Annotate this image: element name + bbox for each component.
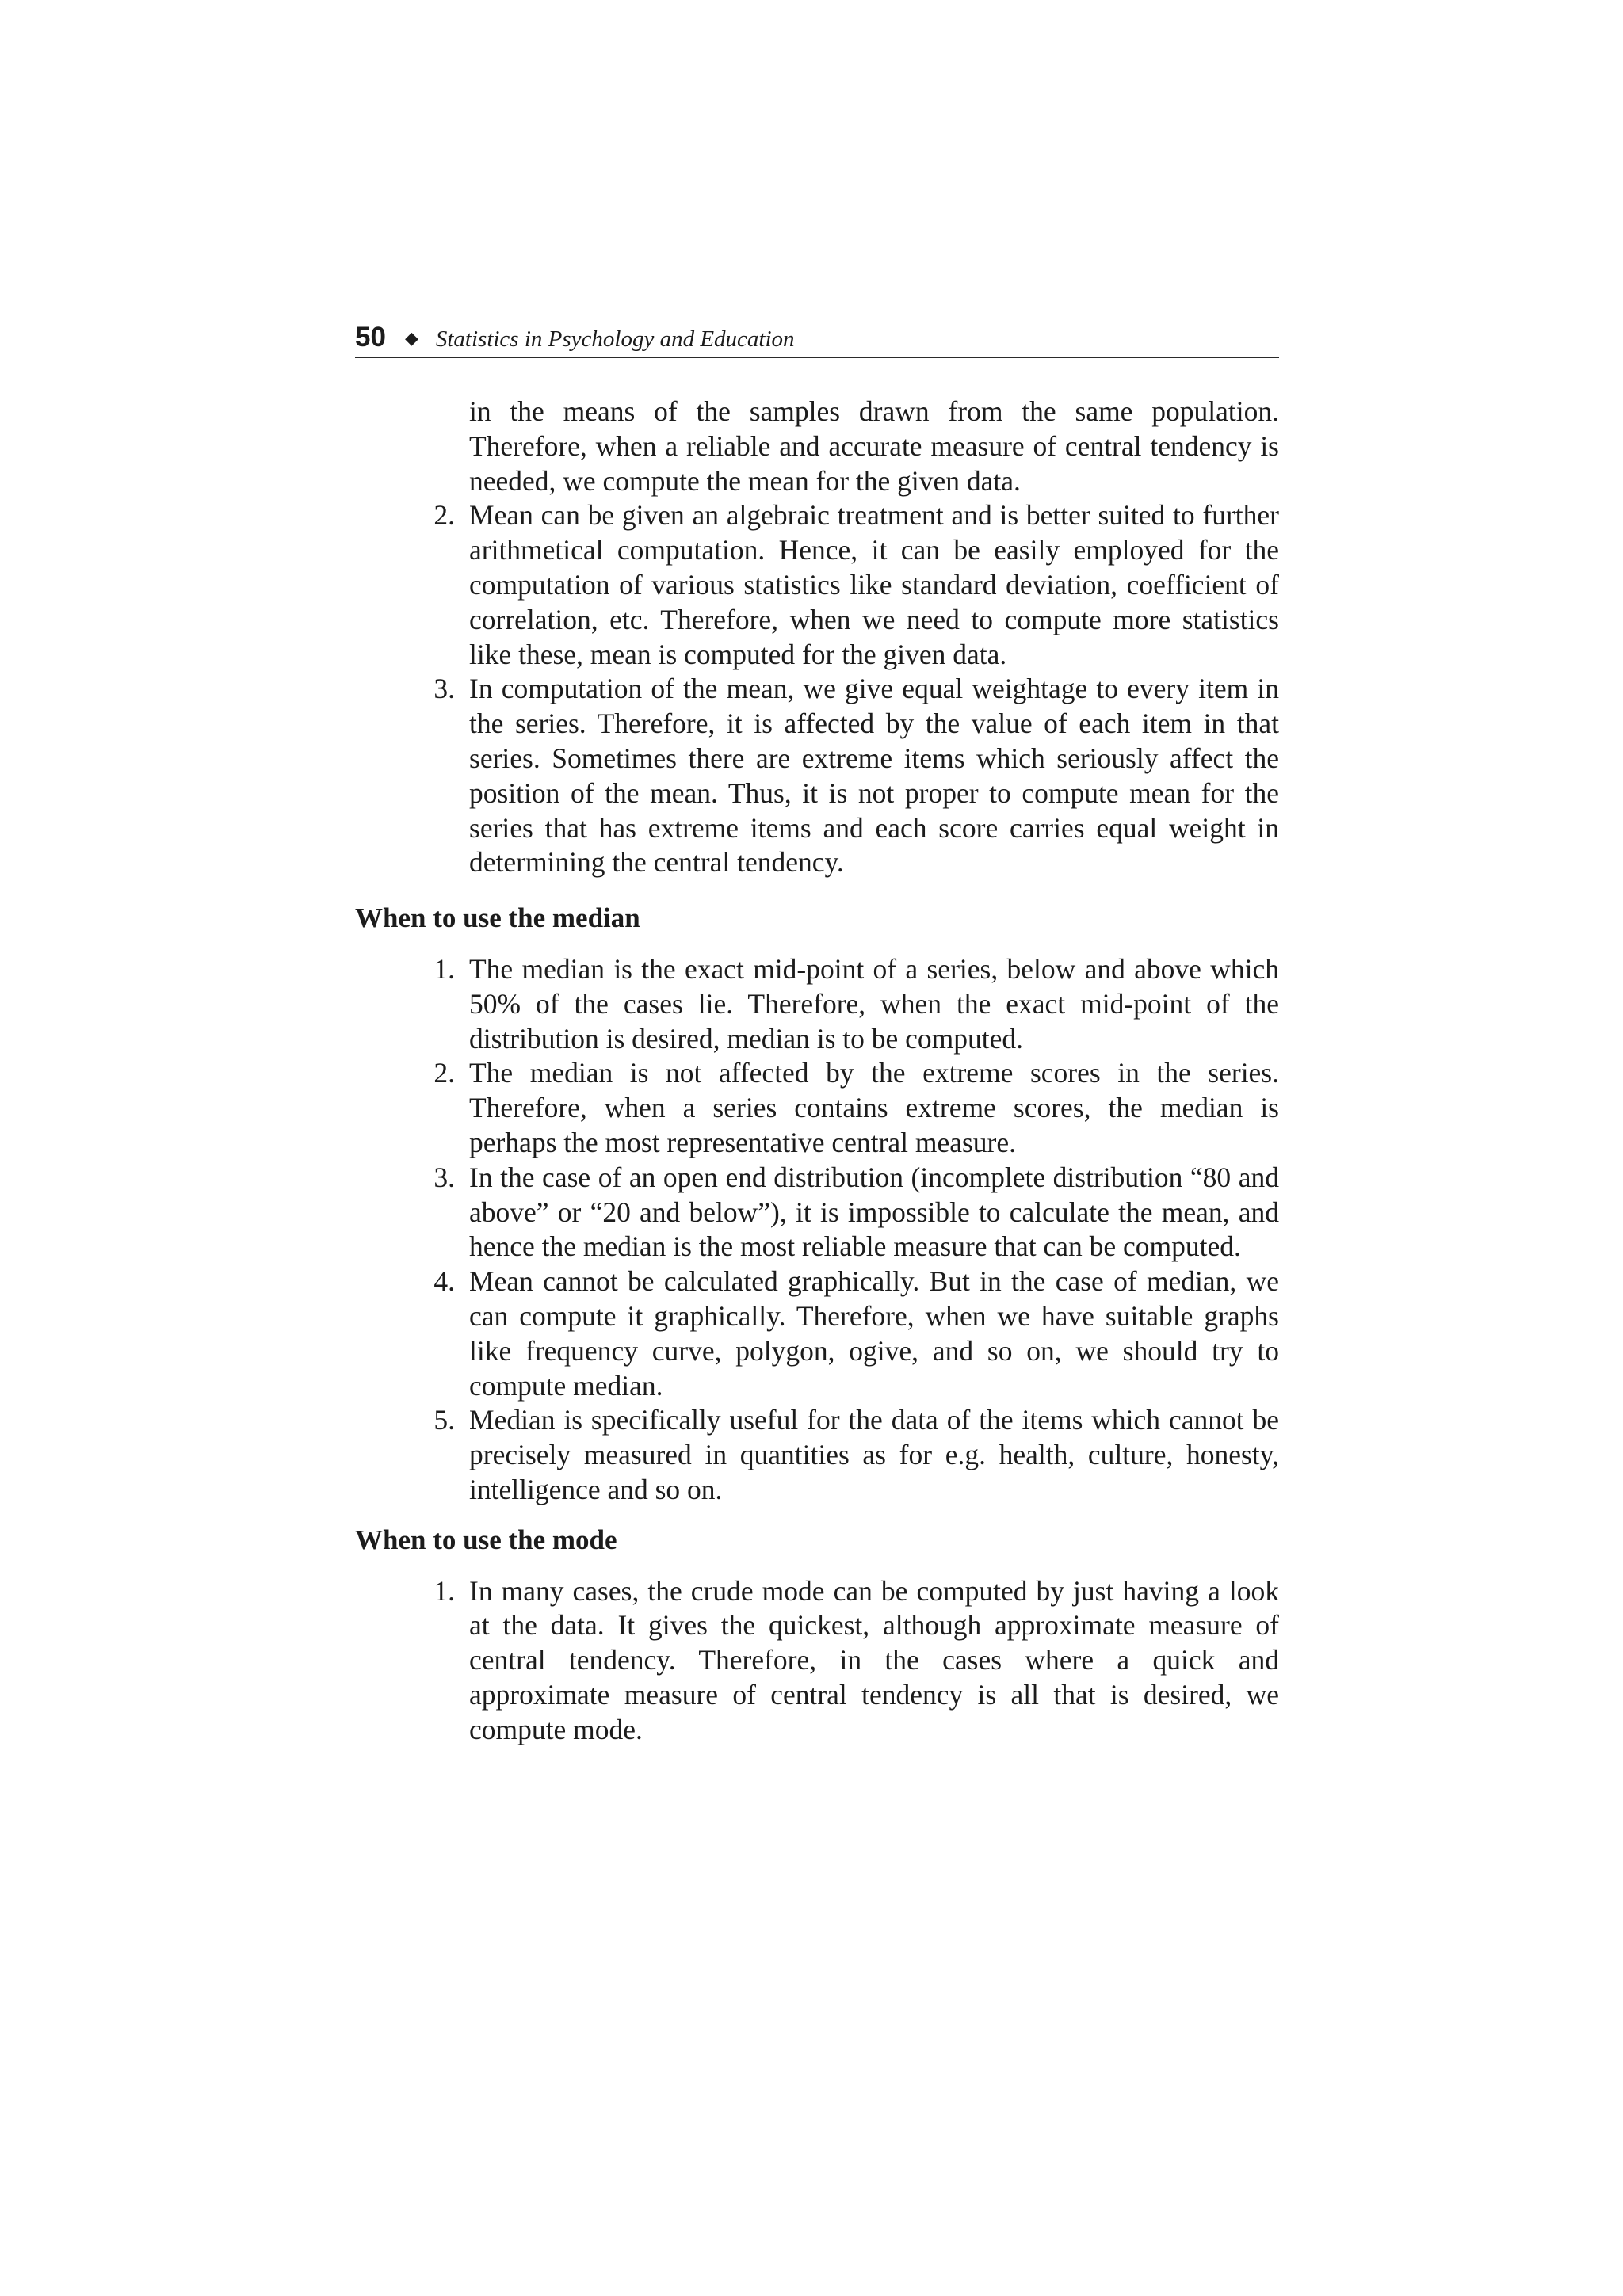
list-item bbox=[355, 672, 1279, 880]
item-text: The median is not affected by the extreme scores in the series. Therefore, when a series contains extreme scores, the median is perhaps the most representative central measure. bbox=[469, 1057, 1279, 1158]
item-number: 3. bbox=[433, 673, 455, 705]
list-item bbox=[355, 1403, 1279, 1507]
list-item bbox=[355, 498, 1279, 672]
item-number: 1. bbox=[433, 952, 455, 985]
item-text: In many cases, the crude mode can be computed by just having a look at the data. It gives the quickest, although approximate measure of central tendency. Therefore, in the cases where a quick and approximate measure of central tendency is all that is desired, we compute mode. bbox=[469, 1574, 1279, 1745]
list-item bbox=[355, 1264, 1279, 1403]
item-text: In the case of an open end distribution (incomplete distribution “80 and above” or “20 and below”), it is impossible to calculate the mean, and hence the median is the most reliable measure that can be computed. bbox=[469, 1161, 1279, 1263]
list-item bbox=[355, 952, 1279, 1056]
continued-paragraph: in the means of the samples drawn from the same population. Therefore, when a reliable and accurate measure of central tendency is needed, we compute the mean for the given data. bbox=[469, 395, 1279, 497]
mean-list bbox=[355, 498, 1279, 880]
list-item bbox=[355, 1056, 1279, 1160]
median-list bbox=[355, 952, 1279, 1508]
list-item bbox=[355, 1161, 1279, 1264]
book-page bbox=[355, 323, 1279, 1747]
item-text: In computation of the mean, we give equal weightage to every item in the series. Therefore, it is affected by the value of each item in that series. Sometimes there are extreme items which seriously affect the position of the mean. Thus, it is not proper to compute mean for the series that has extreme items and each score carries equal weight in determining the central tendency. bbox=[469, 673, 1279, 879]
median-heading: When to use the median bbox=[355, 902, 640, 934]
mode-list bbox=[355, 1574, 1279, 1748]
item-number: 3. bbox=[433, 1161, 455, 1193]
book-title: Statistics in Psychology and Education bbox=[435, 326, 795, 352]
diamond-icon: ◆ bbox=[404, 329, 418, 349]
page-content bbox=[355, 395, 1279, 1747]
item-text: Mean cannot be calculated graphically. But in the case of median, we can compute it graphically. Therefore, when we have suitable graphs like frequency curve, polygon, ogive, and so on, we should try to compute median. bbox=[469, 1265, 1279, 1402]
list-item bbox=[355, 1574, 1279, 1748]
item-number: 2. bbox=[433, 499, 455, 532]
item-number: 5. bbox=[433, 1404, 455, 1436]
mode-heading: When to use the mode bbox=[355, 1524, 617, 1555]
item-number: 2. bbox=[433, 1057, 455, 1089]
item-number: 4. bbox=[433, 1265, 455, 1298]
item-text: Median is specifically useful for the data of the items which cannot be precisely measured in quantities as for e.g. health, culture, honesty, intelligence and so on. bbox=[469, 1404, 1279, 1505]
item-text: Mean can be given an algebraic treatment and is better suited to further arithmetical computation. Hence, it can be easily employed for the computation of various statistics like standard deviation, coefficient of correlation, etc. Therefore, when we need to compute more statistics like these, mean is computed for the given data. bbox=[469, 499, 1279, 670]
running-header bbox=[355, 323, 1279, 358]
page-number: 50 bbox=[355, 322, 386, 353]
item-text: The median is the exact mid-point of a series, below and above which 50% of the cases lie. Therefore, when the exact mid-point of the distribution is desired, median is to be computed. bbox=[469, 952, 1279, 1055]
item-number: 1. bbox=[433, 1574, 455, 1607]
